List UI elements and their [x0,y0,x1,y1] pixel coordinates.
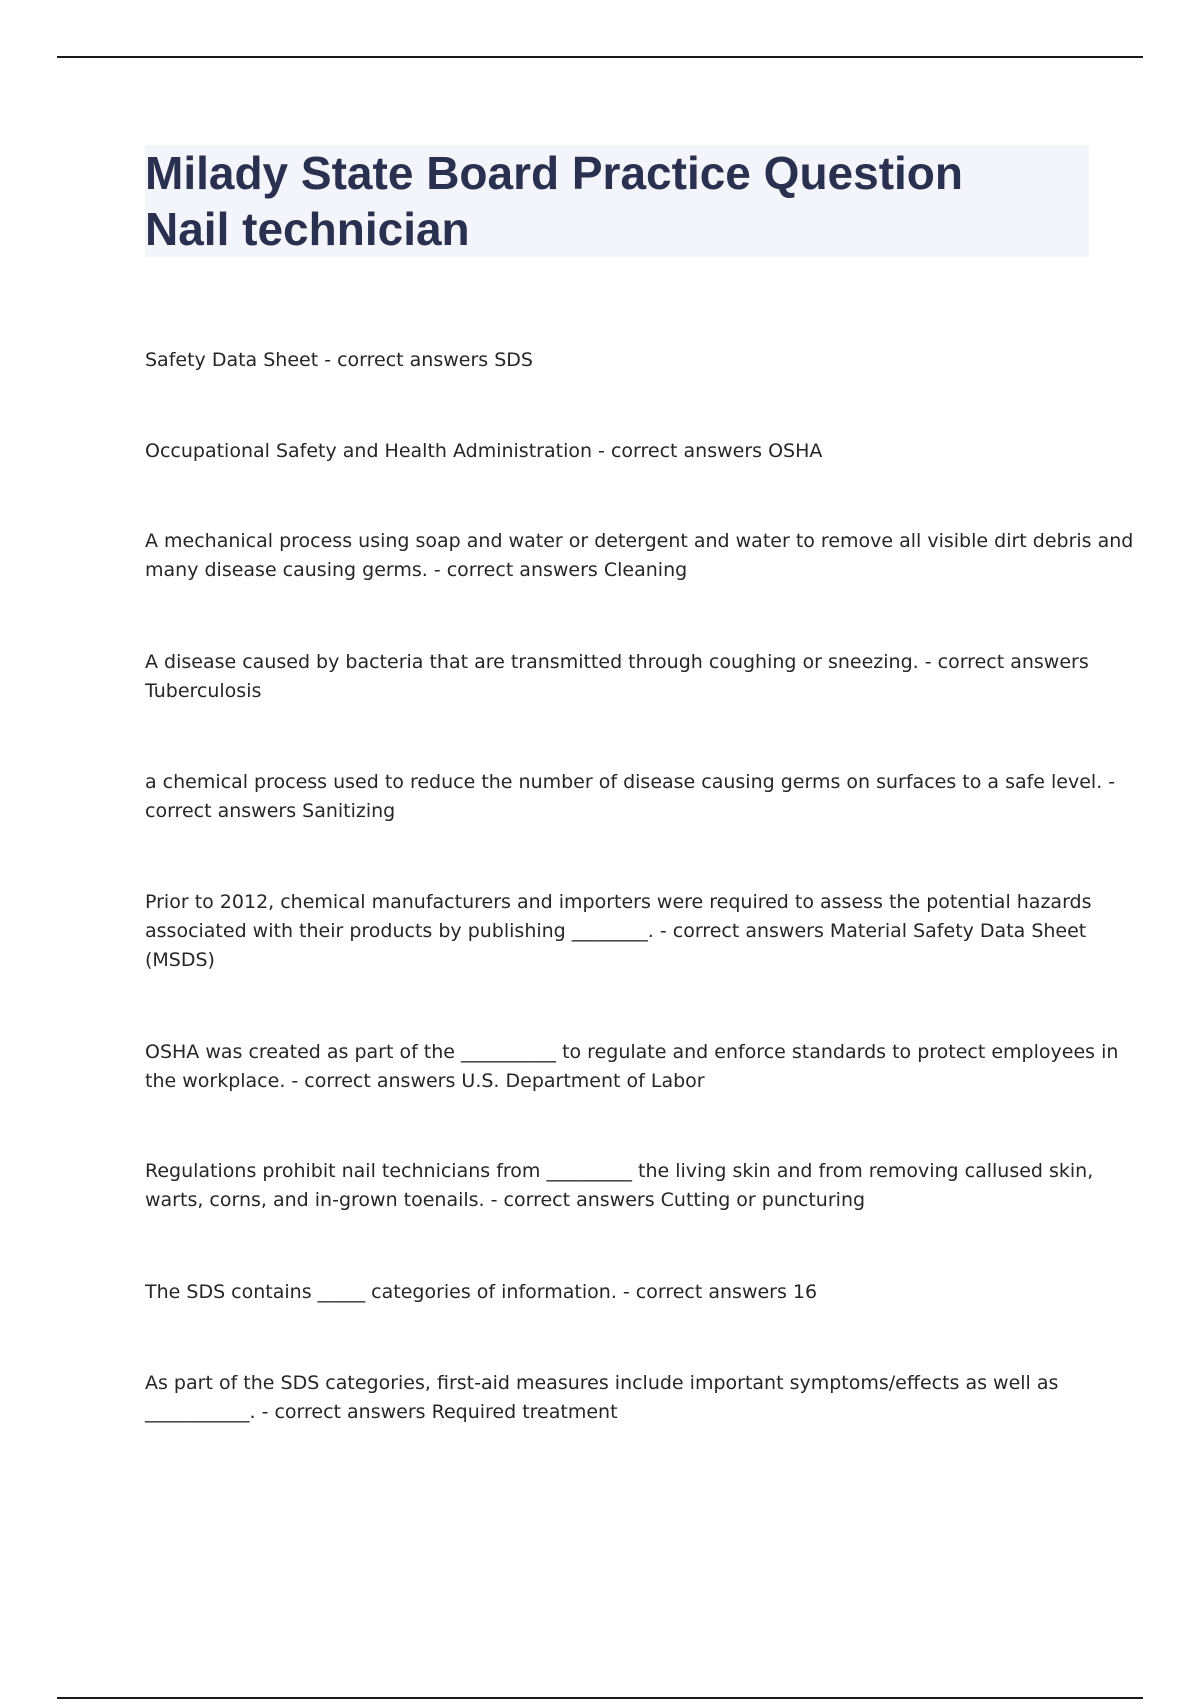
qa-item [145,437,1085,466]
qa-text: warts, corns, and in-grown toenails. - correct answers Cutting or puncturing [145,1189,866,1211]
qa-text: A mechanical process using soap and water or detergent and water to remove all visible dirt debris and [145,530,1134,552]
title-line: Nail technician [145,203,470,255]
qa-text: As part of the SDS categories, first-aid measures include important symptoms/effects as well as [145,1372,1059,1394]
qa-item [145,1157,1094,1215]
qa-item [145,768,1116,826]
qa-text: Safety Data Sheet - correct answers SDS [145,349,533,371]
qa-text: associated with their products by publishing ________. - correct answers Material Safety Data Sheet [145,920,1087,942]
qa-text: (MSDS) [145,949,215,971]
qa-item [145,527,1134,585]
qa-text: a chemical process used to reduce the number of disease causing germs on surfaces to a safe level. - [145,771,1116,793]
qa-text: Occupational Safety and Health Administration - correct answers OSHA [145,440,823,462]
qa-item [145,1278,1085,1307]
qa-item [145,346,1085,375]
qa-text: ___________. - correct answers Required treatment [145,1401,618,1423]
title-banner [145,145,1089,257]
qa-text: the workplace. - correct answers U.S. Department of Labor [145,1070,705,1092]
qa-text: many disease causing germs. - correct answers Cleaning [145,559,688,581]
qa-item [145,648,1089,706]
footer-rule [57,1697,1143,1699]
qa-item [145,1369,1085,1427]
qa-text: correct answers Sanitizing [145,800,396,822]
title-line: Milady State Board Practice Question [145,147,964,199]
qa-item [145,1038,1119,1096]
header-rule [57,56,1143,58]
qa-item [145,888,1092,975]
document-title [145,145,1089,257]
qa-text: A disease caused by bacteria that are transmitted through coughing or sneezing. - correct answers [145,651,1089,673]
qa-text: Prior to 2012, chemical manufacturers and importers were required to assess the potential hazards [145,891,1092,913]
qa-text: The SDS contains _____ categories of information. - correct answers 16 [145,1281,818,1303]
qa-text: Tuberculosis [145,680,262,702]
qa-text: OSHA was created as part of the __________ to regulate and enforce standards to protect employees in [145,1041,1119,1063]
qa-text: Regulations prohibit nail technicians from _________ the living skin and from removing callused skin, [145,1160,1094,1182]
